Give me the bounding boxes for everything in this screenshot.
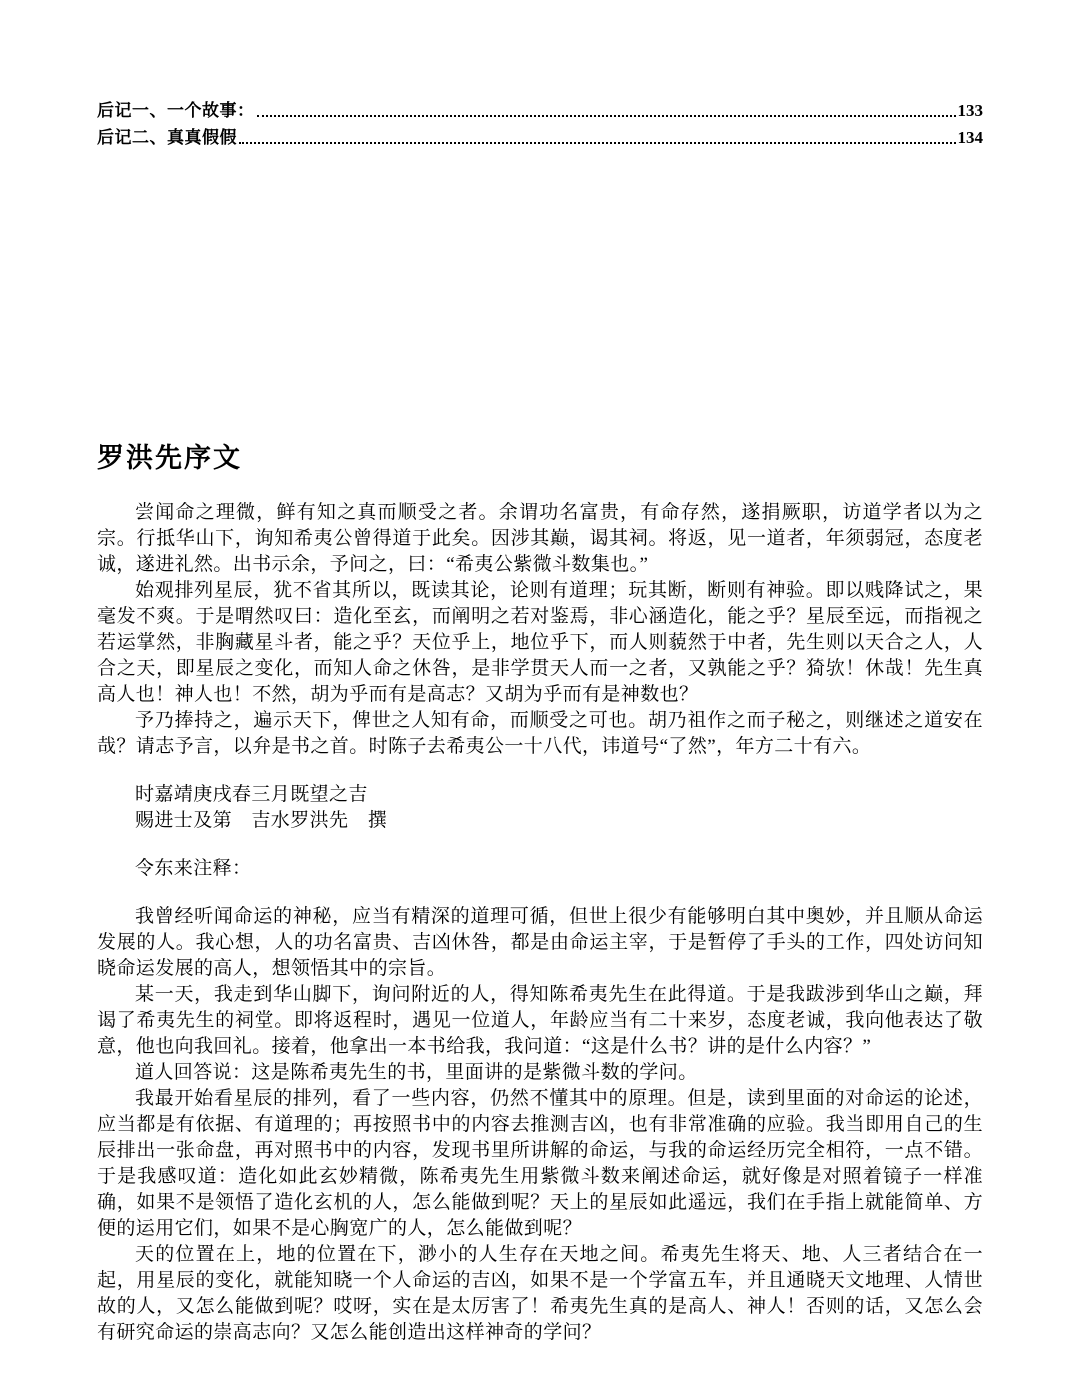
- colophon-block: [97, 782, 983, 834]
- commentary-paragraph: 道人回答说：这是陈希夷先生的书，里面讲的是紫微斗数的学问。: [135, 1062, 698, 1083]
- toc-page-number: 133: [957, 101, 983, 120]
- annotator-heading: 令东来注释：: [135, 858, 252, 879]
- toc-entry-label: 后记二、真真假假: [97, 128, 237, 147]
- commentary-paragraph: 我曾经听闻命运的神秘，应当有精深的道理可循，但世上很少有能够明白其中奥妙，并且顺从命运发展的人。我心想，人的功名富贵、吉凶休咎，都是由命运主宰，于是暂停了手头的工作，四处访问知晓命运发展的高人，想领悟其中的宗旨。: [97, 906, 983, 979]
- toc-entry: [97, 94, 983, 121]
- commentary-paragraph: 天的位置在上，地的位置在下，渺小的人生存在天地之间。希夷先生将天、地、人三者结合在一起，用星辰的变化，就能知晓一个人命运的吉凶，如果不是一个学富五车，并且通晓天文地理、人情世故的人，又怎么能做到呢？哎呀，实在是太厉害了！希夷先生真的是高人、神人！否则的话，又怎么会有研究命运的崇高志向？又怎么能创造出这样神奇的学问？: [97, 1244, 983, 1343]
- commentary-paragraph: 某一天，我走到华山脚下，询问附近的人，得知陈希夷先生在此得道。于是我跋涉到华山之巅，拜谒了希夷先生的祠堂。即将返程时，遇见一位道人，年龄应当有二十来岁，态度老诚，我向他表达了敬意，他也向我回礼。接着，他拿出一本书给我，我问道：“这是什么书？讲的是什么内容？”: [97, 984, 983, 1057]
- classical-text-block: [97, 500, 983, 760]
- toc-entry-label: 后记一、一个故事：: [97, 101, 255, 120]
- toc-page-number: 134: [957, 128, 983, 147]
- toc-dot-leader: [257, 115, 956, 117]
- section-title: 罗洪先序文: [97, 443, 242, 473]
- commentary-paragraph: 我最开始看星辰的排列，看了一些内容，仍然不懂其中的原理。但是，读到里面的对命运的论述，应当都是有依据、有道理的；再按照书中的内容去推测吉凶，也有非常准确的应验。我当即用自己的生辰排出一张命盘，再对照书中的内容，发现书里所讲解的命运，与我的命运经历完全相符，一点不错。于是我感叹道：造化如此玄妙精微，陈希夷先生用紫微斗数来阐述命运，就好像是对照着镜子一样准确，如果不是领悟了造化玄机的人，怎么能做到呢？天上的星辰如此遥远，我们在手指上就能简单、方便的运用它们，如果不是心胸宽广的人，怎么能做到呢？: [97, 1088, 983, 1239]
- colophon-date-line: 时嘉靖庚戌春三月既望之吉: [135, 784, 368, 805]
- classical-paragraph: 始观排列星辰，犹不省其所以，既读其论，论则有道理；玩其断，断则有神验。即以贱降试之，果毫发不爽。于是喟然叹曰：造化至玄，而阐明之若对鉴焉，非心涵造化，能之乎？星辰至远，而指视之若运掌然，非胸藏星斗者，能之乎？天位乎上，地位乎下，而人则藐然于中者，先生则以天合之人，人合之天，即星辰之变化，而知人命之休咎，是非学贯天人而一之者，又孰能之乎？猗欤！休哉！先生真高人也！神人也！不然，胡为乎而有是高志？又胡为乎而有是神数也？: [97, 580, 983, 705]
- colophon-author-line: 赐进士及第 吉水罗洪先 撰: [135, 810, 388, 831]
- classical-paragraph: 予乃捧持之，遍示天下，俾世之人知有命，而顺受之可也。胡乃祖作之而子秘之，则继述之道安在哉？请志予言，以弁是书之首。时陈子去希夷公一十八代，讳道号“了然”，年方二十有六。: [97, 710, 983, 757]
- toc-entry: [97, 121, 983, 148]
- table-of-contents-fragment: [97, 0, 983, 148]
- toc-dot-leader: [239, 142, 956, 144]
- classical-paragraph: 尝闻命之理微，鲜有知之真而顺受之者。余谓功名富贵，有命存然，遂捐厥职，访道学者以为之宗。行抵华山下，询知希夷公曾得道于此矣。因涉其巅，谒其祠。将返，见一道者，年须弱冠，态度老诚，遂进礼然。出书示余，予问之，曰：“希夷公紫微斗数集也。”: [97, 502, 983, 575]
- commentary-block: [97, 904, 983, 1346]
